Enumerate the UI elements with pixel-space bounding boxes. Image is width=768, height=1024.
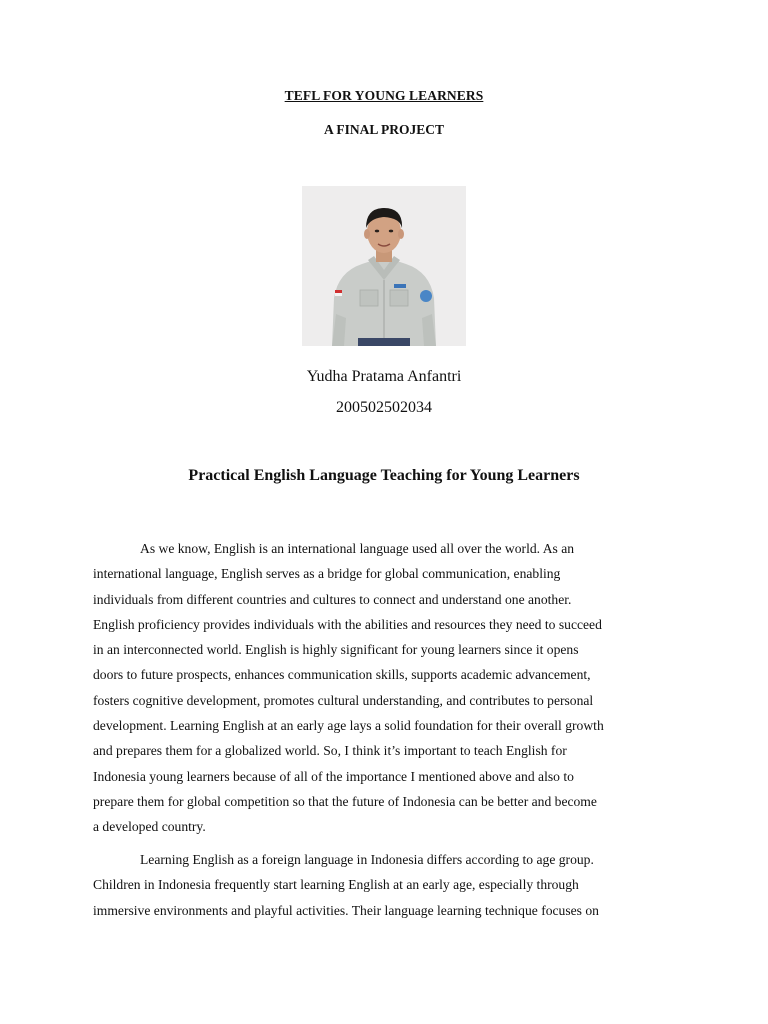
paragraph-line: a developed country. <box>93 819 206 835</box>
student-id: 200502502034 <box>336 399 432 416</box>
paragraph-line: English proficiency provides individuals with the abilities and resources they need to succeed <box>93 616 602 632</box>
body-paragraph-1 <box>93 536 683 840</box>
paragraph-line: prepare them for global competition so that the future of Indonesia can be better and become <box>93 793 597 809</box>
paragraph-line: Children in Indonesia frequently start learning English at an early age, especially through <box>93 877 579 893</box>
body-paragraph-2 <box>93 847 683 923</box>
paragraph-line: development. Learning English at an early age lays a solid foundation for their overall growth <box>93 718 604 734</box>
paragraph-line: international language, English serves as a bridge for global communication, enabling <box>93 566 561 582</box>
document-title: Practical English Language Teaching for Young Learners <box>188 467 580 484</box>
paragraph-line: As we know, English is an international language used all over the world. As an <box>140 541 575 556</box>
paragraph-line: immersive environments and playful activities. Their language learning technique focuses on <box>93 902 599 918</box>
course-title: TEFL FOR YOUNG LEARNERS <box>284 88 484 103</box>
paragraph-line: in an interconnected world. English is highly significant for young learners since it opens <box>93 642 579 658</box>
paragraph-line: Indonesia young learners because of all of the importance I mentioned above and also to <box>93 768 574 784</box>
author-photo <box>302 186 466 346</box>
paragraph-line: doors to future prospects, enhances communication skills, supports academic advancement, <box>93 667 591 683</box>
project-label: A FINAL PROJECT <box>323 122 445 137</box>
paragraph-line: fosters cognitive development, promotes cultural understanding, and contributes to personal <box>93 692 594 708</box>
author-portrait-image <box>302 186 466 346</box>
paragraph-line: individuals from different countries and cultures to connect and understand one another. <box>93 591 572 607</box>
paragraph-line: Learning English as a foreign language in Indonesia differs according to age group. <box>140 852 594 867</box>
paragraph-line: and prepares them for a globalized world. So, I think it’s important to teach English for <box>93 743 567 759</box>
author-name: Yudha Pratama Anfantri <box>306 368 462 385</box>
